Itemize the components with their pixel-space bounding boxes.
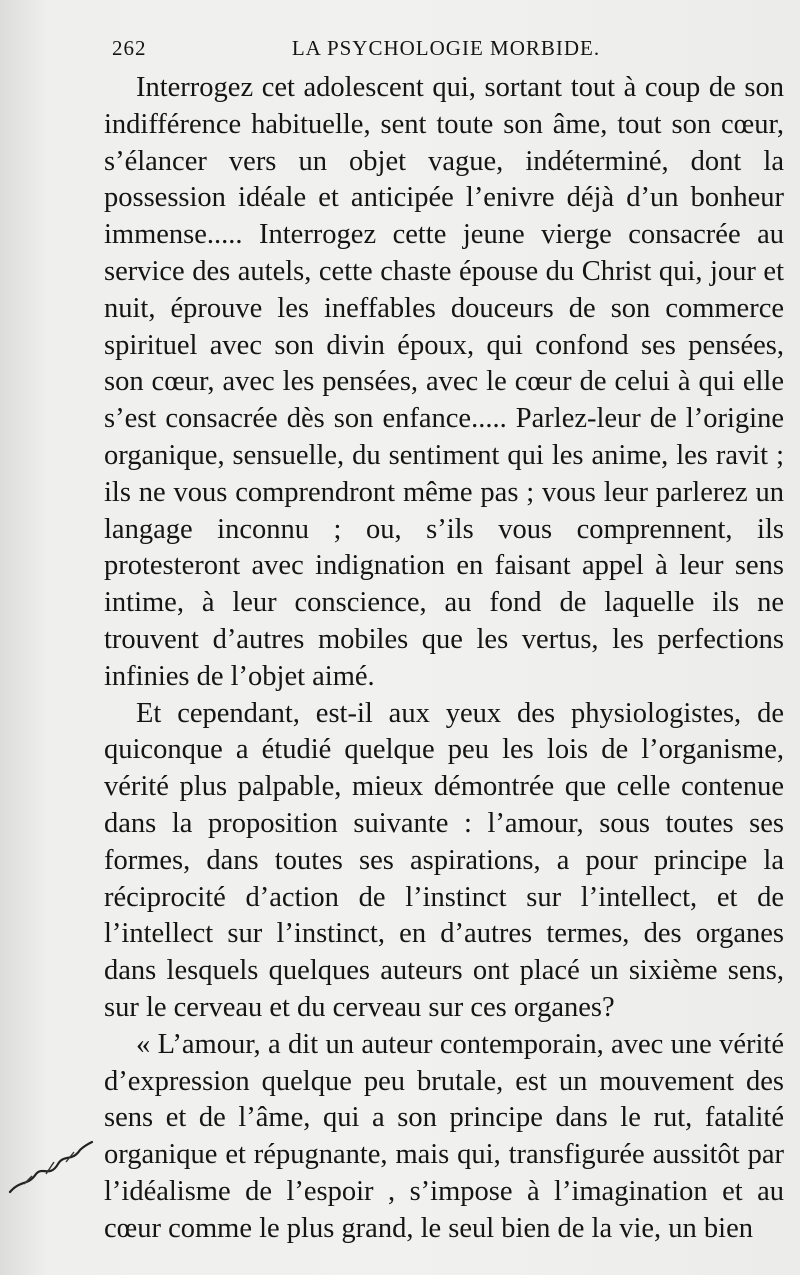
handwritten-margin-mark xyxy=(6,1140,96,1200)
paragraph-2: Et cependant, est-il aux yeux des physiologistes, de quiconque a étudié quelque peu les lois de l’organisme, vérité plus palpable, mieux démontrée que celle contenue dans la proposition suivante : l’amour, sous toutes ses formes, dans toutes ses aspirations, a pour principe la réciprocité d’action de l’instinct sur l’intellect, et de l’intellect sur l’instinct, en d’autres termes, des organes dans lesquels quelques auteurs ont placé un sixième sens, sur le cerveau et du cerveau sur ces organes? xyxy=(104,697,784,1023)
paragraph-1: Interrogez cet adolescent qui, sortant tout à coup de son indifférence habituelle, sent toute son âme, tout son cœur, s’élancer vers un objet vague, indéterminé, dont la possession idéale et anticipée l’enivre déjà d’un bonheur immense..... Interrogez cette jeune vierge consacrée au service des autels, cette chaste épouse du Christ qui, jour et nuit, éprouve les ineffables douceurs de son commerce spirituel avec son divin époux, qui confond ses pensées, son cœur, avec les pensées, avec le cœur de celui à qui elle s’est consacrée dès son enfance..... Parlez-leur de l’origine organique, sensuelle, du sentiment qui les anime, les ravit ; ils ne vous comprendront même pas ; vous leur parlerez un langage inconnu ; ou, s’ils vous comprennent, ils protesteront avec indignation en faisant appel à leur sens intime, à leur conscience, au fond de laquelle ils ne trouvent d’autres mobiles que les vertus, les perfections infinies de l’objet aimé. xyxy=(104,72,784,692)
body-text xyxy=(104,70,784,1248)
page-header xyxy=(112,36,780,68)
page-number: 262 xyxy=(112,36,147,60)
paragraph-3: « L’amour, a dit un auteur contemporain, avec une vérité d’expression quelque peu brutale, est un mouvement des sens et de l’âme, qui a son principe dans le rut, fatalité organique et répugnante, mais qui, transfigurée aussitôt par l’idéalisme de l’espoir , s’impose à l’imagination et au cœur comme le plus grand, le seul bien de la vie, un bien xyxy=(104,1028,784,1244)
running-title: LA PSYCHOLOGIE MORBIDE. xyxy=(291,36,601,60)
